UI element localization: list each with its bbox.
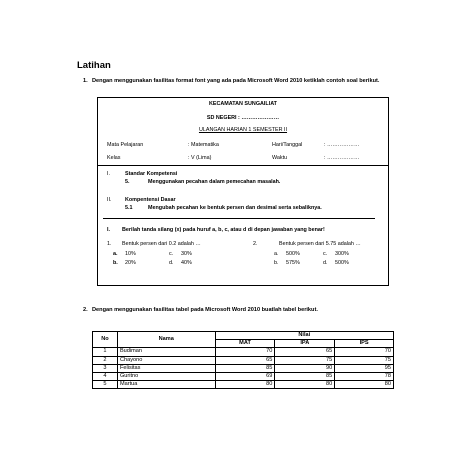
section-2-title: Kompentensi Dasar xyxy=(125,197,176,203)
section-1-title: Standar Kompetensi xyxy=(125,171,178,177)
question-1-number: 1. xyxy=(83,78,88,84)
section-1-item-number: 5. xyxy=(125,179,130,185)
header-exam-title: ULANGAN HARIAN 1 SEMESTER II xyxy=(198,127,288,133)
table-row xyxy=(93,356,394,364)
cell-ipa: 75 xyxy=(275,356,335,364)
problem-2-option-b: 575% xyxy=(286,260,300,266)
problem-1-option-c: 30% xyxy=(181,251,192,257)
question-2 xyxy=(83,307,392,315)
date-value: : ……………… xyxy=(324,142,360,148)
problem-2-number: 2. xyxy=(253,241,258,247)
header-school: SD NEGERI : ………………… xyxy=(206,115,280,121)
problem-2-option-a-letter: a. xyxy=(274,251,279,257)
table-row xyxy=(93,381,394,389)
cell-mat: 85 xyxy=(215,364,275,372)
cell-ipa: 80 xyxy=(275,381,335,389)
cell-ips: 95 xyxy=(335,364,394,372)
table-row xyxy=(93,348,394,356)
problem-2-option-d: 500% xyxy=(335,260,349,266)
section-divider xyxy=(103,218,375,219)
section-1-number: I. xyxy=(107,171,110,177)
time-label: Waktu xyxy=(272,155,288,161)
cell-mat: 65 xyxy=(215,356,275,364)
problem-1-option-c-letter: c. xyxy=(169,251,174,257)
problem-2-option-b-letter: b. xyxy=(274,260,279,266)
problem-1-option-a: 10% xyxy=(125,251,136,257)
problem-2-option-d-letter: d. xyxy=(323,260,328,266)
problem-2-option-c-letter: c. xyxy=(323,251,328,257)
subject-value: : Matematika xyxy=(188,142,219,148)
instruction-number: I. xyxy=(107,227,110,233)
cell-ipa: 85 xyxy=(275,372,335,380)
section-1-item: Menggunakan pecahan dalam pemecahan masalah. xyxy=(148,179,281,185)
section-2-item-number: 5.1 xyxy=(125,205,133,211)
cell-name: Felisitas xyxy=(117,364,215,372)
problem-2-text: Bentuk persen dari 5.75 adalah … xyxy=(279,241,361,247)
cell-mat: 69 xyxy=(215,372,275,380)
class-label: Kelas xyxy=(107,155,121,161)
class-value: : V (Lima) xyxy=(188,155,212,161)
header-divider xyxy=(98,165,388,166)
problem-1-option-d: 40% xyxy=(181,260,192,266)
problem-2-option-a: 500% xyxy=(286,251,300,257)
cell-no: 5 xyxy=(93,381,118,389)
problem-1-option-a-letter: a. xyxy=(113,251,118,257)
question-2-text: Dengan menggunakan fasilitas tabel pada Microsoft Word 2010 buatlah tabel berikut. xyxy=(92,307,318,313)
header-mat: MAT xyxy=(215,340,275,348)
table-row xyxy=(93,364,394,372)
header-scores: Nilai xyxy=(215,332,393,340)
question-2-number: 2. xyxy=(83,307,88,313)
cell-ips: 70 xyxy=(335,348,394,356)
instruction-text: Berilah tanda silang (x) pada huruf a, b, c, atau d di depan jawaban yang benar! xyxy=(122,227,325,233)
cell-ips: 75 xyxy=(335,356,394,364)
cell-ipa: 90 xyxy=(275,364,335,372)
question-1 xyxy=(83,78,392,86)
section-2-number: II. xyxy=(107,197,112,203)
header-name: Nama xyxy=(117,332,215,348)
cell-name: Chayono xyxy=(117,356,215,364)
header-district: KECAMATAN SUNGAILIAT xyxy=(209,101,277,107)
section-2-item: Mengubah pecahan ke bentuk persen dan desimal serta sebaliknya. xyxy=(148,205,322,211)
cell-ipa: 65 xyxy=(275,348,335,356)
date-label: Hari/Tanggal xyxy=(272,142,303,148)
problem-1-option-b: 20% xyxy=(125,260,136,266)
cell-no: 1 xyxy=(93,348,118,356)
cell-mat: 70 xyxy=(215,348,275,356)
cell-name: Martua xyxy=(117,381,215,389)
cell-mat: 80 xyxy=(215,381,275,389)
cell-no: 4 xyxy=(93,372,118,380)
cell-no: 2 xyxy=(93,356,118,364)
time-value: : ……………… xyxy=(324,155,360,161)
cell-no: 3 xyxy=(93,364,118,372)
header-no: No xyxy=(93,332,118,348)
problem-1-option-b-letter: b. xyxy=(113,260,118,266)
header-ips: IPS xyxy=(335,340,394,348)
page-title: Latihan xyxy=(77,60,111,71)
cell-ips: 80 xyxy=(335,381,394,389)
cell-name: Budiman xyxy=(117,348,215,356)
subject-label: Mata Pelajaran xyxy=(107,142,144,148)
grades-table xyxy=(92,331,394,389)
problem-1-text: Bentuk persen dari 0.2 adalah … xyxy=(122,241,201,247)
question-1-text: Dengan menggunakan fasilitas format font yang ada pada Microsoft Word 2010 ketiklah contoh soal berikut. xyxy=(92,78,380,84)
problem-2-option-c: 300% xyxy=(335,251,349,257)
table-header-row xyxy=(93,332,394,340)
exam-sample-box xyxy=(97,97,389,286)
problem-1-option-d-letter: d. xyxy=(169,260,174,266)
cell-ips: 78 xyxy=(335,372,394,380)
problem-1-number: 1. xyxy=(107,241,112,247)
header-ipa: IPA xyxy=(275,340,335,348)
cell-name: Guritno xyxy=(117,372,215,380)
table-row xyxy=(93,372,394,380)
